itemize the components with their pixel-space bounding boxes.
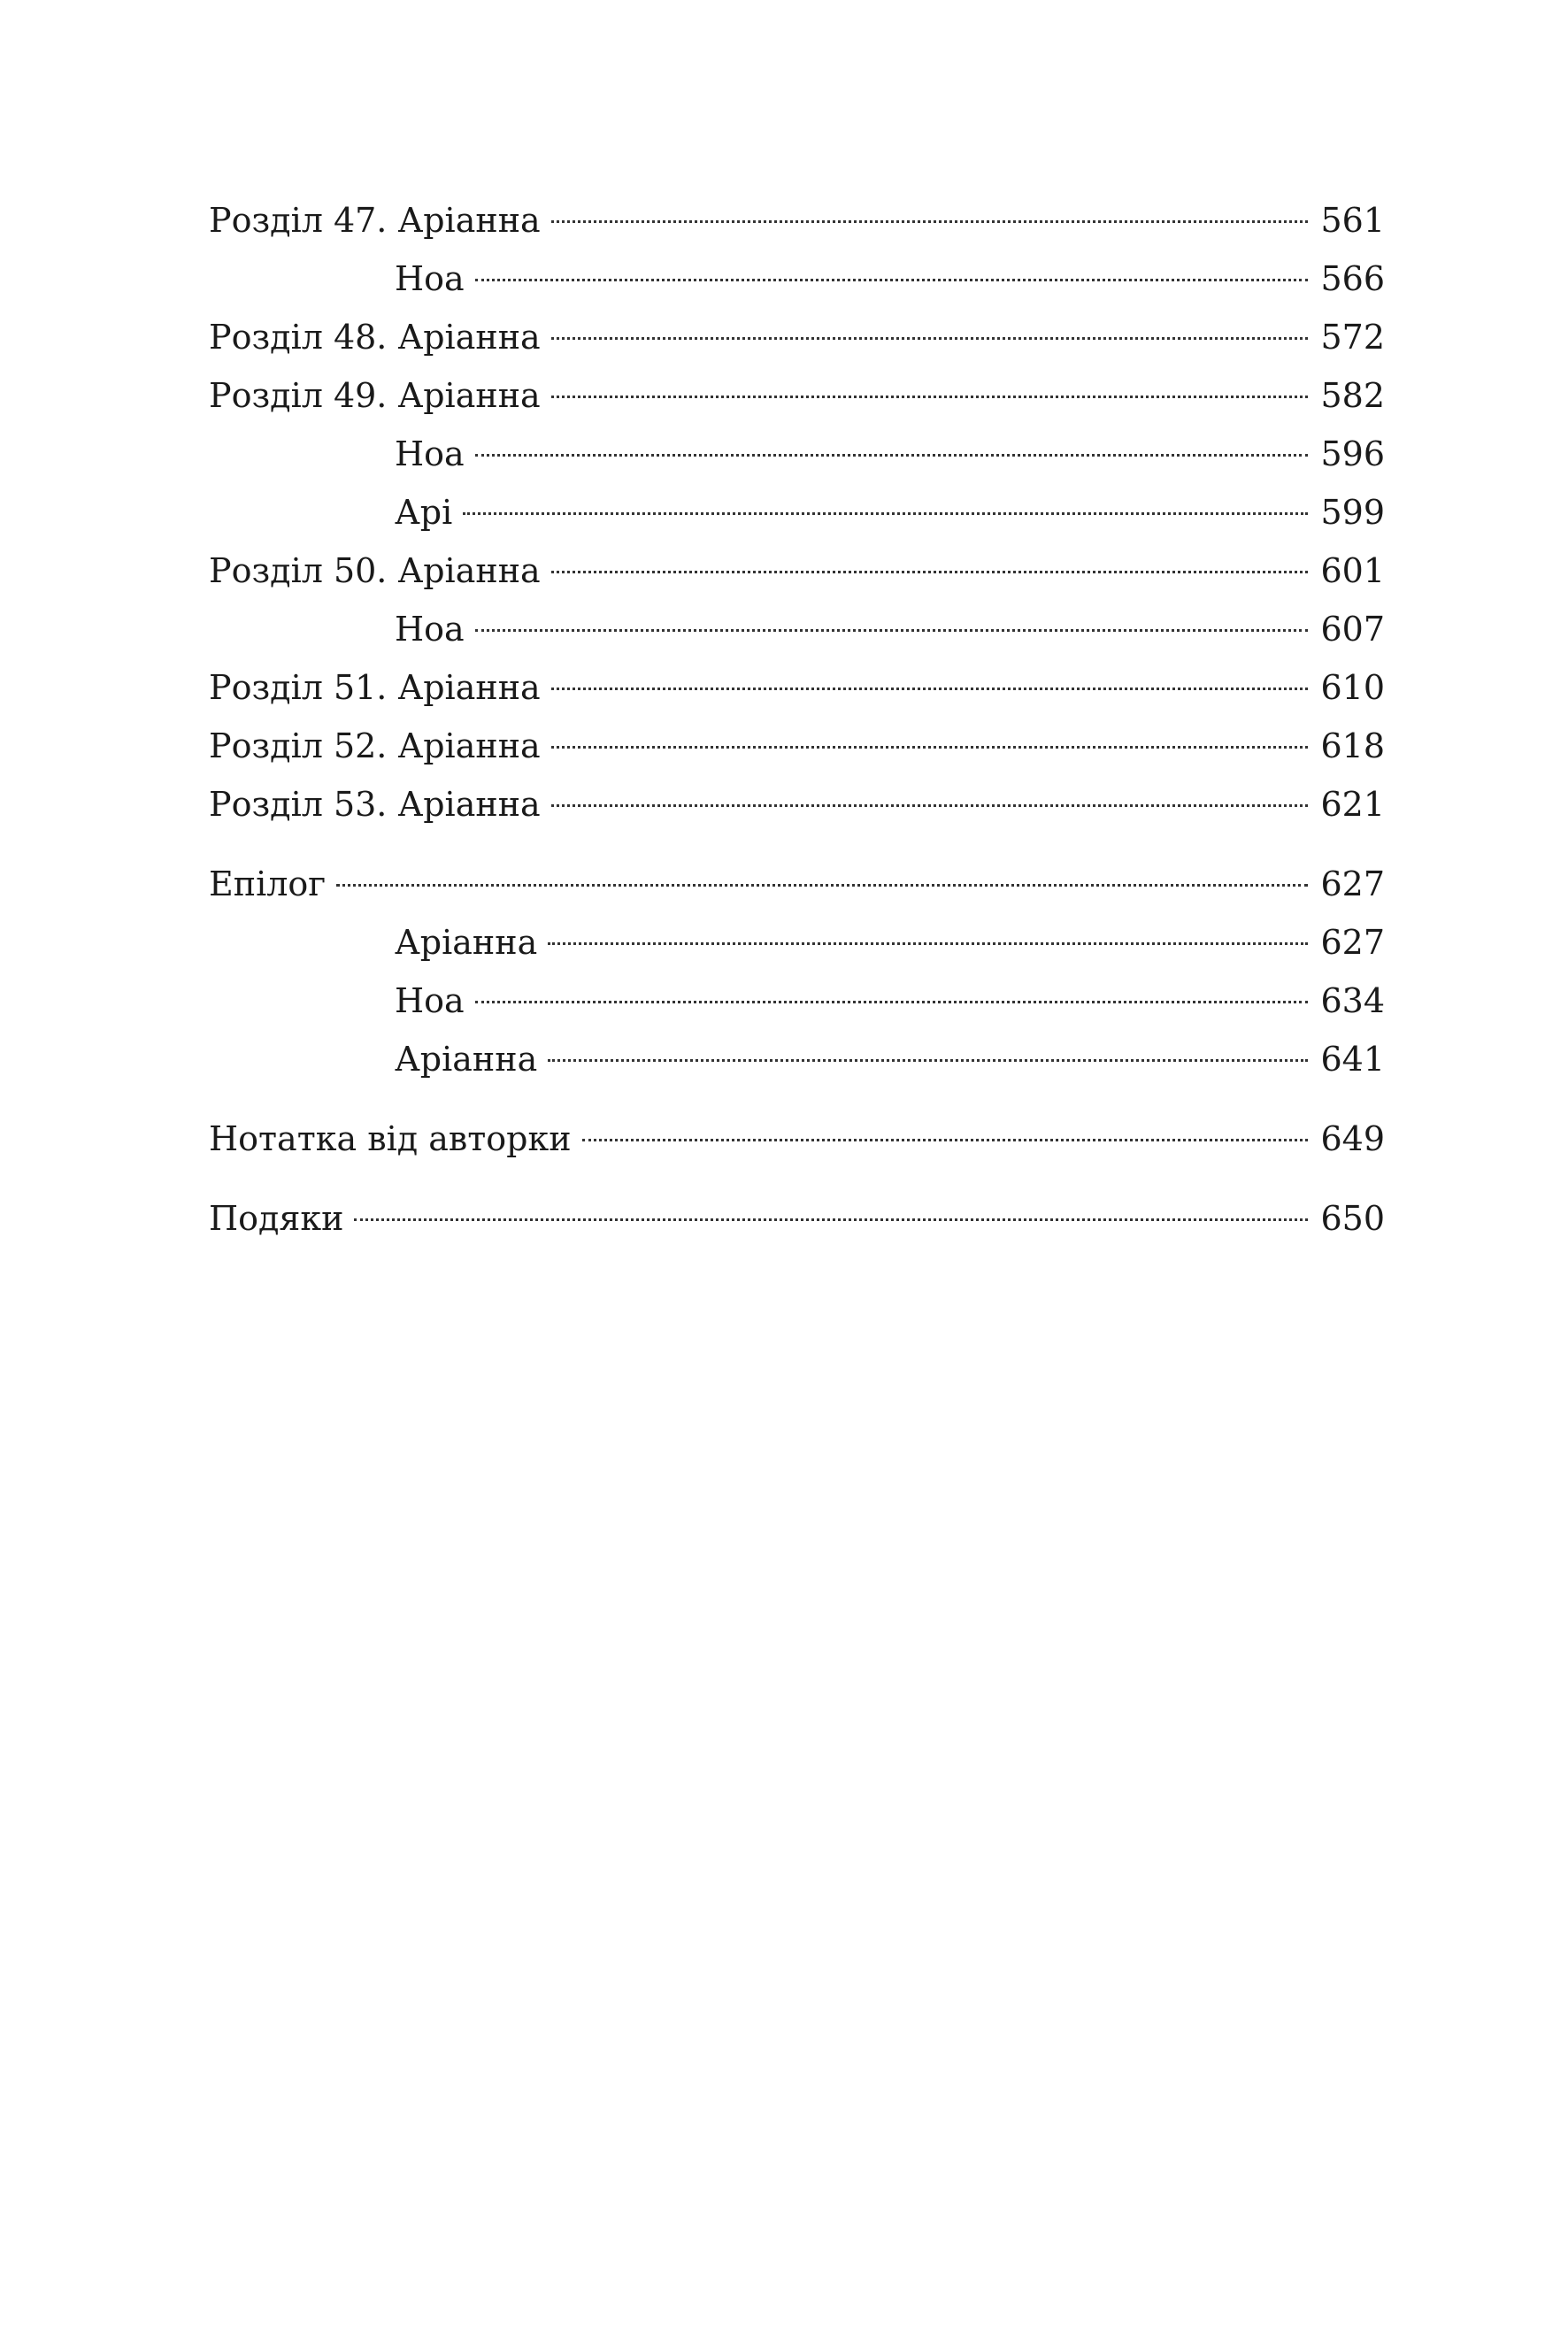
toc-entry-page: 607 — [1320, 610, 1385, 649]
toc-subentry — [209, 425, 1385, 483]
toc-entry-page: 627 — [1320, 864, 1385, 903]
toc-entry-title: Розділ 47. Аріанна — [209, 201, 541, 240]
toc-entry-page: 596 — [1320, 434, 1385, 473]
toc-entry — [209, 775, 1385, 834]
toc-entry — [209, 366, 1385, 425]
dot-leader — [551, 220, 1309, 223]
dot-leader — [475, 1001, 1309, 1003]
dot-leader — [551, 571, 1309, 573]
toc-entry-title: Ноа — [395, 259, 465, 298]
dot-leader — [475, 454, 1309, 457]
toc-entry-title: Аріанна — [395, 1040, 538, 1079]
dot-leader — [463, 512, 1308, 515]
toc-entry-page: 650 — [1320, 1199, 1385, 1238]
toc-entry-title: Ноа — [395, 981, 465, 1020]
toc-entry-page: 561 — [1320, 201, 1385, 240]
toc-entry-page: 618 — [1320, 726, 1385, 765]
toc-entry-page: 601 — [1320, 551, 1385, 590]
toc-entry — [209, 1189, 1385, 1248]
toc-entry — [209, 542, 1385, 600]
toc-subentry — [209, 600, 1385, 658]
dot-leader — [551, 688, 1309, 690]
dot-leader — [551, 804, 1309, 807]
toc-entry-title: Нотатка від авторки — [209, 1119, 572, 1158]
toc-entry-title: Розділ 48. Аріанна — [209, 318, 541, 357]
toc-entry-page: 634 — [1320, 981, 1385, 1020]
toc-entry-title: Арі — [395, 493, 453, 532]
dot-leader — [475, 279, 1309, 281]
toc-entry-title: Ноа — [395, 434, 465, 473]
toc-entry — [209, 717, 1385, 775]
toc-entry-title: Ноа — [395, 610, 465, 649]
toc-entry-title: Розділ 51. Аріанна — [209, 668, 541, 707]
toc-subentry — [209, 250, 1385, 308]
toc-entry — [209, 191, 1385, 250]
dot-leader — [548, 1059, 1308, 1062]
dot-leader — [551, 396, 1309, 398]
toc-entry-page: 621 — [1320, 785, 1385, 824]
toc-entry-title: Розділ 53. Аріанна — [209, 785, 541, 824]
toc-entry — [209, 855, 1385, 913]
toc-entry — [209, 308, 1385, 366]
toc-subentry — [209, 913, 1385, 972]
dot-leader — [582, 1139, 1309, 1141]
toc-entry-page: 572 — [1320, 318, 1385, 357]
dot-leader — [548, 942, 1308, 945]
dot-leader — [551, 746, 1309, 749]
toc-entry-title: Розділ 49. Аріанна — [209, 376, 541, 415]
toc-entry-page: 610 — [1320, 668, 1385, 707]
toc-entry-page: 641 — [1320, 1040, 1385, 1079]
dot-leader — [336, 884, 1308, 887]
toc-entry-title: Епілог — [209, 864, 327, 903]
toc-entry-page: 566 — [1320, 259, 1385, 298]
toc-entry-page: 599 — [1320, 493, 1385, 532]
toc-entry-page: 649 — [1320, 1119, 1385, 1158]
toc-entry-page: 582 — [1320, 376, 1385, 415]
toc-entry-title: Подяки — [209, 1199, 344, 1238]
dot-leader — [475, 629, 1309, 632]
toc-subentry — [209, 483, 1385, 542]
table-of-contents — [209, 191, 1385, 1248]
toc-entry-title: Розділ 50. Аріанна — [209, 551, 541, 590]
toc-entry-title: Аріанна — [395, 923, 538, 962]
toc-entry-page: 627 — [1320, 923, 1385, 962]
toc-subentry — [209, 972, 1385, 1030]
toc-entry — [209, 658, 1385, 717]
toc-entry — [209, 1110, 1385, 1168]
toc-entry-title: Розділ 52. Аріанна — [209, 726, 541, 765]
toc-subentry — [209, 1030, 1385, 1088]
dot-leader — [354, 1218, 1308, 1221]
dot-leader — [551, 337, 1309, 340]
